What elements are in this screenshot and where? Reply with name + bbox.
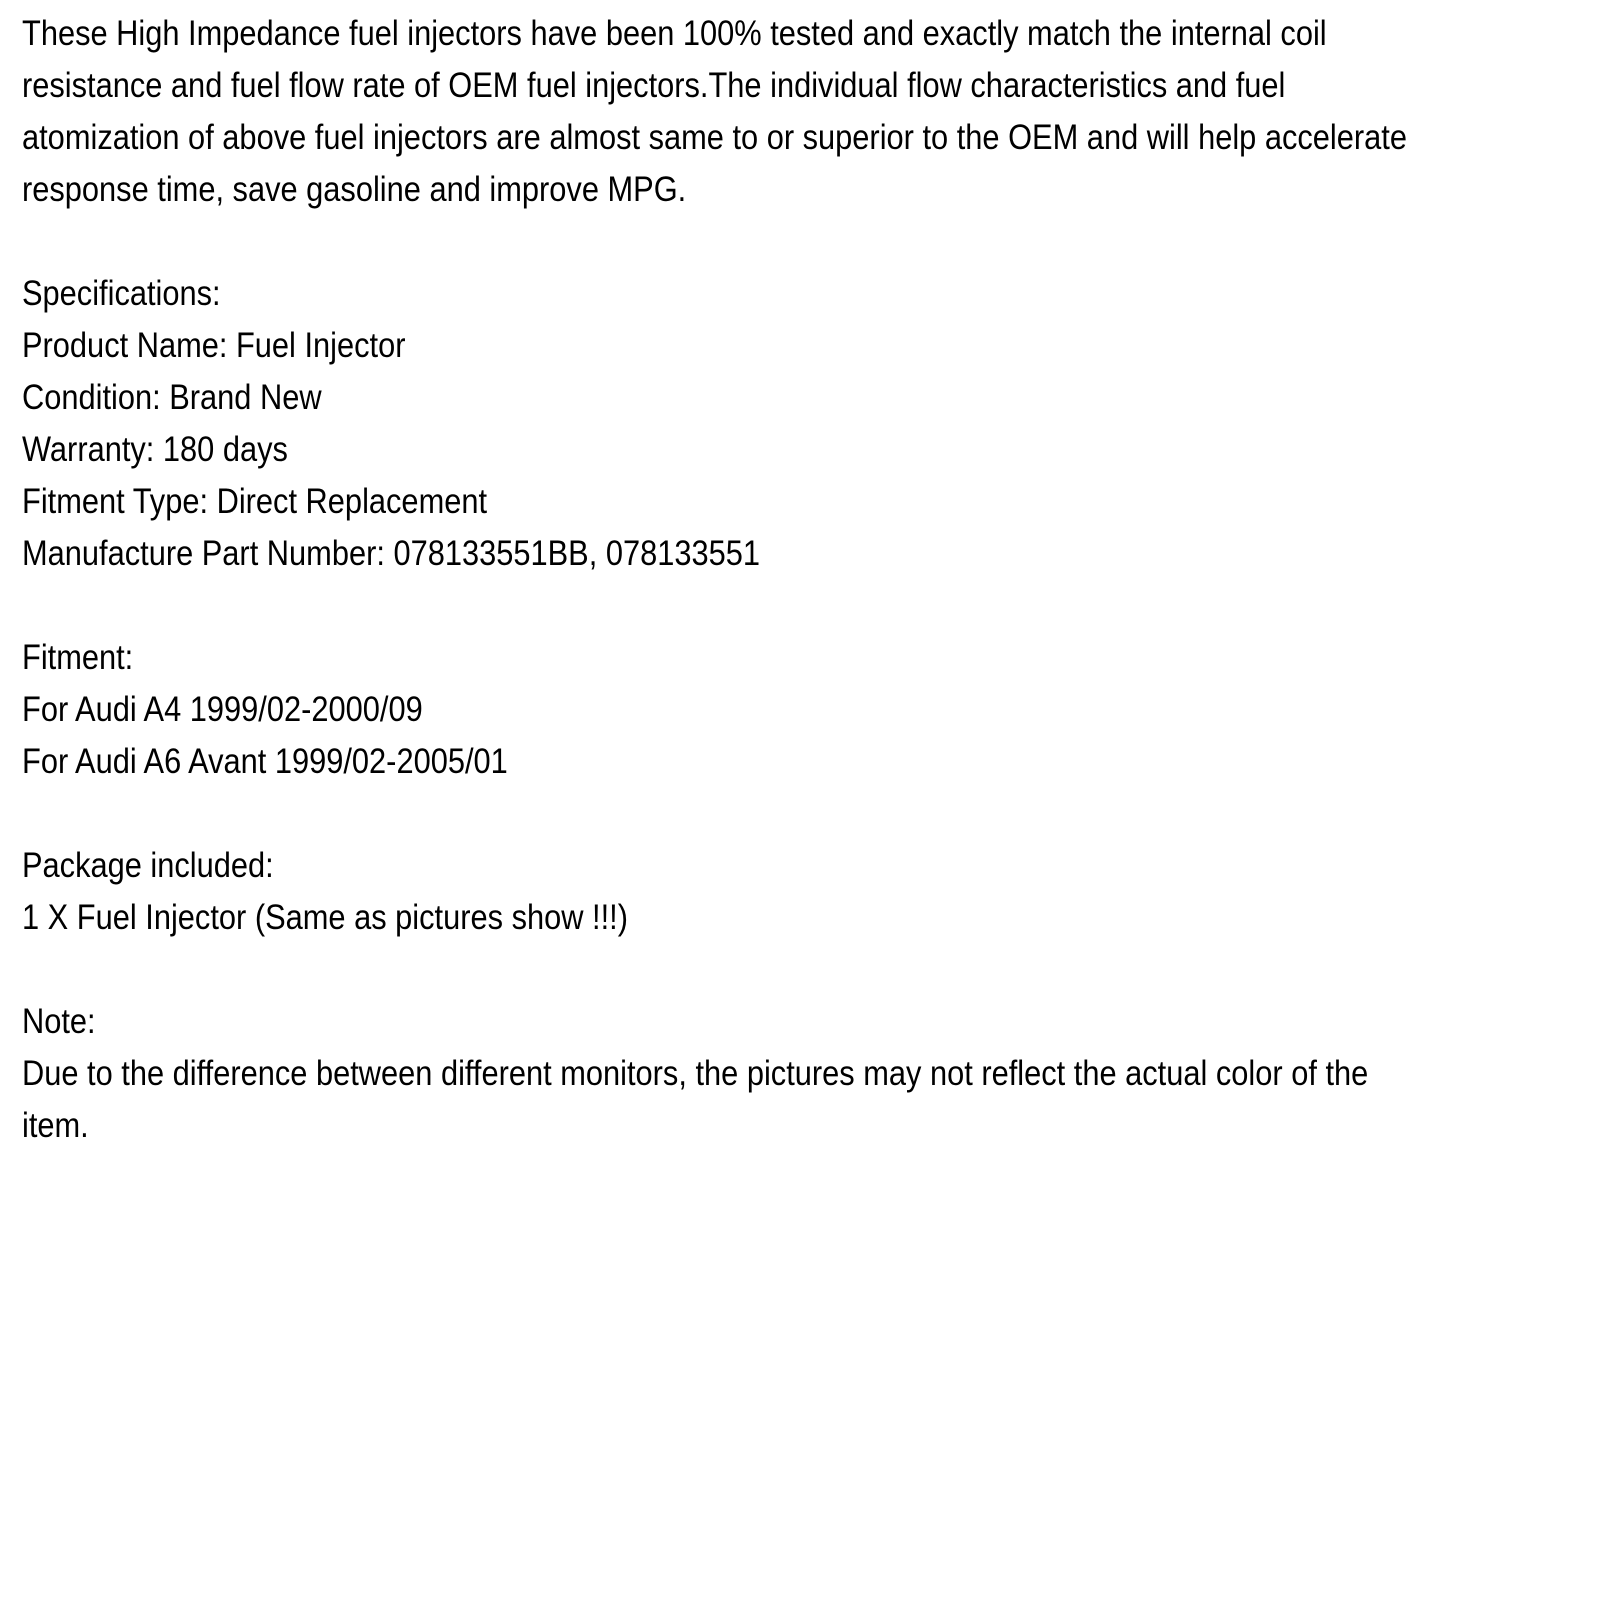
spec-condition: Condition: Brand New	[22, 378, 322, 417]
fitment-vehicle: For Audi A4 1999/02-2000/09	[22, 690, 423, 729]
note-heading: Note:	[22, 1002, 96, 1041]
fitment-heading: Fitment:	[22, 638, 134, 677]
text-line: response time, save gasoline and improve MPG.	[22, 170, 687, 209]
text-line: atomization of above fuel injectors are almost same to or superior to the OEM and will help accelerate	[22, 118, 1407, 157]
paragraph-intro	[22, 8, 1575, 216]
specifications-heading: Specifications:	[22, 274, 221, 313]
spec-fitment-type: Fitment Type: Direct Replacement	[22, 482, 488, 521]
text-line: resistance and fuel flow rate of OEM fuel injectors.The individual flow characteristics and fuel	[22, 66, 1286, 105]
paragraph-package	[22, 840, 1575, 944]
text-line: These High Impedance fuel injectors have been 100% tested and exactly match the internal coil	[22, 14, 1327, 53]
spec-product-name: Product Name: Fuel Injector	[22, 326, 406, 365]
spec-warranty: Warranty: 180 days	[22, 430, 288, 469]
paragraph-note	[22, 996, 1575, 1152]
note-text: Due to the difference between different monitors, the pictures may not reflect the actual color of the	[22, 1054, 1369, 1093]
spec-part-number: Manufacture Part Number: 078133551BB, 078133551	[22, 534, 761, 573]
paragraph-fitment	[22, 632, 1575, 788]
package-heading: Package included:	[22, 846, 274, 885]
note-text: item.	[22, 1106, 89, 1145]
paragraph-specifications	[22, 268, 1575, 580]
fitment-vehicle: For Audi A6 Avant 1999/02-2005/01	[22, 742, 508, 781]
package-item: 1 X Fuel Injector (Same as pictures show !!!)	[22, 898, 628, 937]
